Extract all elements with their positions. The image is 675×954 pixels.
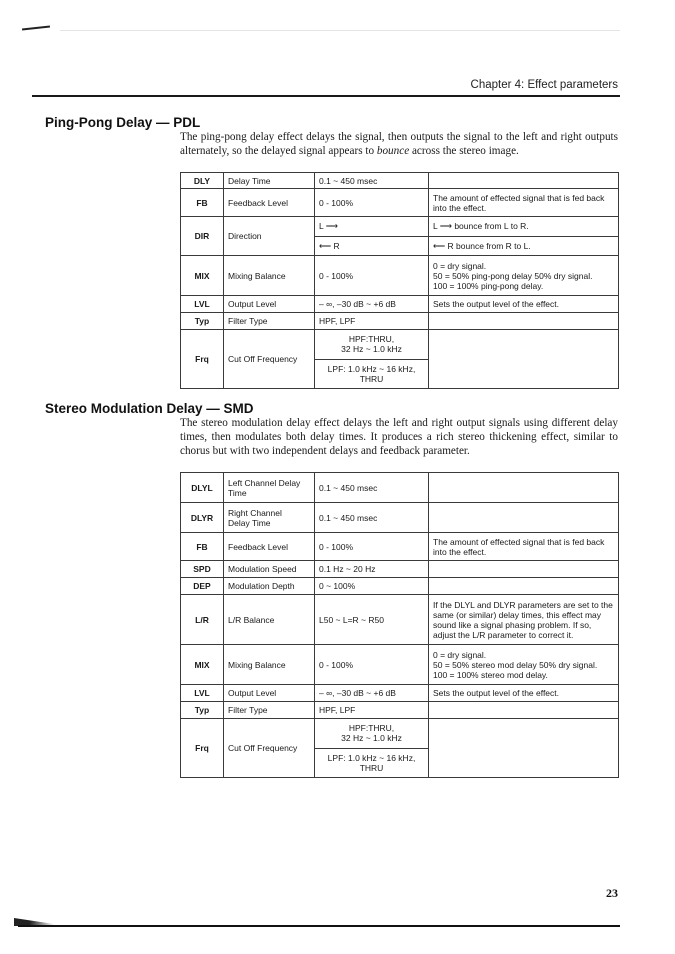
param-name: Left Channel Delay Time bbox=[224, 473, 315, 503]
param-range: 0.1 Hz ~ 20 Hz bbox=[315, 561, 429, 578]
param-name: Right Channel Delay Time bbox=[224, 503, 315, 533]
table-row bbox=[181, 217, 619, 256]
table-row bbox=[181, 256, 619, 296]
param-abbr: L/R bbox=[181, 595, 224, 645]
param-abbr: LVL bbox=[181, 685, 224, 702]
param-name: Modulation Speed bbox=[224, 561, 315, 578]
table-row bbox=[181, 595, 619, 645]
footer-rule bbox=[18, 925, 620, 927]
param-abbr: FB bbox=[181, 533, 224, 561]
param-name: Filter Type bbox=[224, 313, 315, 330]
param-name: Delay Time bbox=[224, 173, 315, 189]
param-desc bbox=[429, 313, 619, 330]
table-row bbox=[181, 702, 619, 719]
param-abbr: DLYL bbox=[181, 473, 224, 503]
param-desc bbox=[429, 330, 619, 389]
param-desc: L ⟶ bounce from L to R. ⟵ R bounce from R to L. bbox=[429, 217, 619, 256]
table-row bbox=[181, 189, 619, 217]
param-name: Mixing Balance bbox=[224, 256, 315, 296]
param-range: 0 - 100% bbox=[315, 533, 429, 561]
param-desc bbox=[429, 473, 619, 503]
page-number: 23 bbox=[606, 886, 618, 900]
param-abbr: SPD bbox=[181, 561, 224, 578]
param-name: Direction bbox=[224, 217, 315, 256]
param-desc: The amount of effected signal that is fed back into the effect. bbox=[429, 533, 619, 561]
param-range: – ∞, –30 dB ~ +6 dB bbox=[315, 685, 429, 702]
param-range: 0.1 ~ 450 msec bbox=[315, 503, 429, 533]
param-desc: 0 = dry signal. 50 = 50% stereo mod delay 50% dry signal. 100 = 100% stereo mod delay. bbox=[429, 645, 619, 685]
scan-mark bbox=[22, 26, 50, 31]
table-row bbox=[181, 685, 619, 702]
param-abbr: MIX bbox=[181, 256, 224, 296]
param-abbr: Typ bbox=[181, 702, 224, 719]
param-range: 0 - 100% bbox=[315, 645, 429, 685]
param-desc: Sets the output level of the effect. bbox=[429, 685, 619, 702]
param-abbr: DLY bbox=[181, 173, 224, 189]
param-range: – ∞, –30 dB ~ +6 dB bbox=[315, 296, 429, 313]
param-desc bbox=[429, 561, 619, 578]
param-name: Feedback Level bbox=[224, 189, 315, 217]
table-row bbox=[181, 473, 619, 503]
pdl-parameter-table bbox=[180, 172, 619, 389]
param-name: Filter Type bbox=[224, 702, 315, 719]
param-desc: If the DLYL and DLYR parameters are set to the same (or similar) delay times, this effect may sound like a signal phasing problem. If so, adjust the L/R parameter to correct it. bbox=[429, 595, 619, 645]
param-abbr: DLYR bbox=[181, 503, 224, 533]
table-row bbox=[181, 503, 619, 533]
param-range: 0.1 ~ 450 msec bbox=[315, 173, 429, 189]
pdl-section-title: Ping-Pong Delay — PDL bbox=[45, 115, 201, 130]
param-name: L/R Balance bbox=[224, 595, 315, 645]
param-abbr: Frq bbox=[181, 719, 224, 778]
param-abbr: Typ bbox=[181, 313, 224, 330]
table-row bbox=[181, 313, 619, 330]
smd-description: The stereo modulation delay effect delays the left and right output signals using different delay times, then modulates both delay times. It produces a rich stereo thickening effect, similar to chorus but with two independent delays and feedback parameter. bbox=[180, 417, 618, 457]
smd-parameter-table bbox=[180, 472, 619, 778]
param-desc bbox=[429, 719, 619, 778]
param-range: 0.1 ~ 450 msec bbox=[315, 473, 429, 503]
header-rule bbox=[32, 95, 620, 97]
param-name: Output Level bbox=[224, 296, 315, 313]
param-name: Cut Off Frequency bbox=[224, 330, 315, 389]
param-desc bbox=[429, 503, 619, 533]
param-desc bbox=[429, 578, 619, 595]
param-abbr: MIX bbox=[181, 645, 224, 685]
param-desc bbox=[429, 173, 619, 189]
table-row bbox=[181, 719, 619, 778]
table-row bbox=[181, 173, 619, 189]
param-name: Output Level bbox=[224, 685, 315, 702]
param-desc: The amount of effected signal that is fed back into the effect. bbox=[429, 189, 619, 217]
table-row bbox=[181, 645, 619, 685]
scan-line bbox=[60, 30, 620, 31]
param-range: HPF:THRU, 32 Hz ~ 1.0 kHz LPF: 1.0 kHz ~ 16 kHz, THRU bbox=[315, 719, 429, 778]
table-row bbox=[181, 561, 619, 578]
table-row bbox=[181, 533, 619, 561]
param-abbr: FB bbox=[181, 189, 224, 217]
param-range: 0 - 100% bbox=[315, 256, 429, 296]
table-row bbox=[181, 330, 619, 389]
param-range: 0 - 100% bbox=[315, 189, 429, 217]
param-desc: Sets the output level of the effect. bbox=[429, 296, 619, 313]
param-name: Mixing Balance bbox=[224, 645, 315, 685]
param-range: HPF:THRU, 32 Hz ~ 1.0 kHz LPF: 1.0 kHz ~ 16 kHz, THRU bbox=[315, 330, 429, 389]
param-abbr: LVL bbox=[181, 296, 224, 313]
param-desc: 0 = dry signal. 50 = 50% ping-pong delay 50% dry signal. 100 = 100% ping-pong delay. bbox=[429, 256, 619, 296]
table-row bbox=[181, 578, 619, 595]
param-abbr: DEP bbox=[181, 578, 224, 595]
running-head: Chapter 4: Effect parameters bbox=[470, 79, 618, 91]
param-range: HPF, LPF bbox=[315, 702, 429, 719]
param-desc bbox=[429, 702, 619, 719]
param-abbr: DIR bbox=[181, 217, 224, 256]
param-name: Feedback Level bbox=[224, 533, 315, 561]
param-name: Cut Off Frequency bbox=[224, 719, 315, 778]
bounce-emphasis: bounce bbox=[376, 145, 410, 157]
table-row bbox=[181, 296, 619, 313]
param-range: L ⟶ ⟵ R bbox=[315, 217, 429, 256]
param-name: Modulation Depth bbox=[224, 578, 315, 595]
pdl-description: The ping-pong delay effect delays the signal, then outputs the signal to the left and right outputs alternately, so the delayed signal appears to bounce across the stereo image. bbox=[180, 131, 618, 157]
smd-section-title: Stereo Modulation Delay — SMD bbox=[45, 401, 254, 416]
param-abbr: Frq bbox=[181, 330, 224, 389]
param-range: 0 ~ 100% bbox=[315, 578, 429, 595]
param-range: L50 ~ L=R ~ R50 bbox=[315, 595, 429, 645]
param-range: HPF, LPF bbox=[315, 313, 429, 330]
